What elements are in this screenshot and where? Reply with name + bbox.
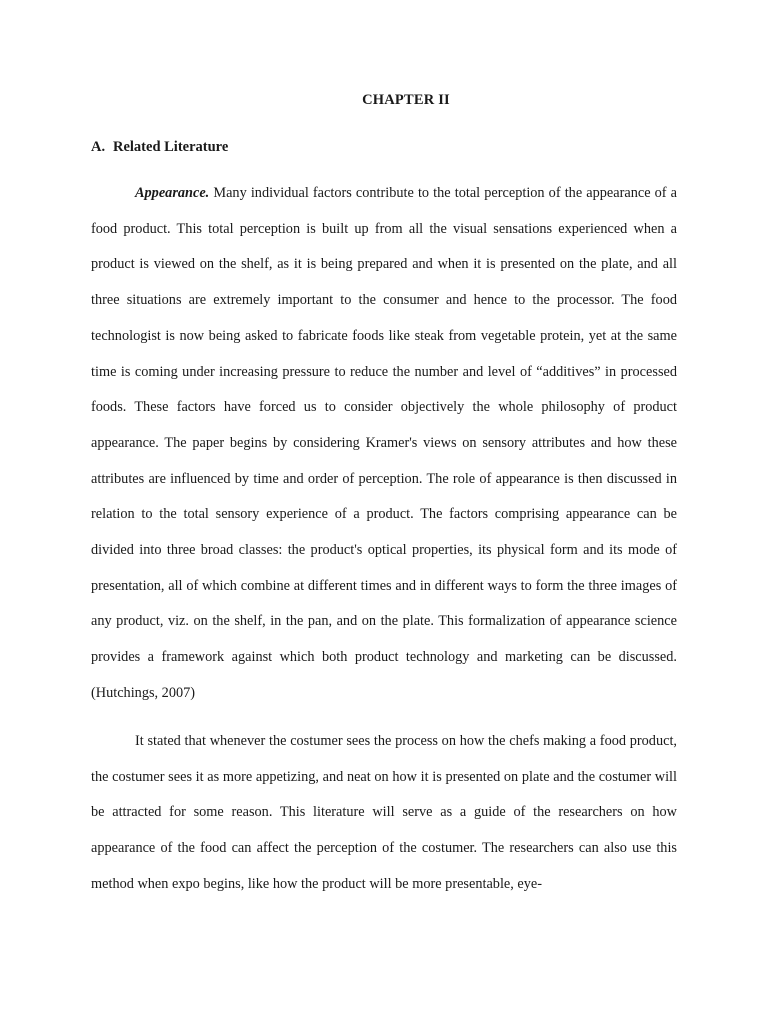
run-in-heading: Appearance. xyxy=(135,185,210,201)
section-letter: A. xyxy=(91,139,106,155)
paragraph-appearance xyxy=(91,176,677,712)
section-title: Related Literature xyxy=(113,139,229,155)
paragraph-discussion: It stated that whenever the costumer sees the process on how the chefs making a food product, the costumer sees it as more appetizing, and neat on how it is presented on plate and the costumer will be attracted for some reason. This literature will serve as a guide of the researchers on how appearance of the food can affect the perception of the costumer. The researchers can also use this method when expo begins, like how the product will be more presentable, eye- xyxy=(91,733,677,892)
chapter-title: CHAPTER II xyxy=(362,92,450,108)
paragraph-text: Many individual factors contribute to the total perception of the appearance of a food product. This total perception is built up from all the visual sensations experienced when a product is viewed on the shelf, as it is being prepared and when it is presented on the plate, and all three situations are extremely important to the consumer and hence to the processor. The food technologist is now being asked to fabricate foods like steak from vegetable protein, yet at the same time is coming under increasing pressure to reduce the number and level of “additives” in processed foods. These factors have forced us to consider objectively the whole philosophy of product appearance. The paper begins by considering Kramer's views on sensory attributes and how these attributes are influenced by time and order of perception. The role of appearance is then discussed in relation to the total sensory experience of a product. The factors comprising appearance can be divided into three broad classes: the product's optical properties, its physical form and its mode of presentation, all of which combine at different times and in different ways to form the three images of any product, viz. on the shelf, in the pan, and on the plate. This formalization of appearance science provides a framework against which both product technology and marketing can be discussed. (Hutchings, 2007) xyxy=(91,185,677,701)
section-heading xyxy=(91,139,228,156)
